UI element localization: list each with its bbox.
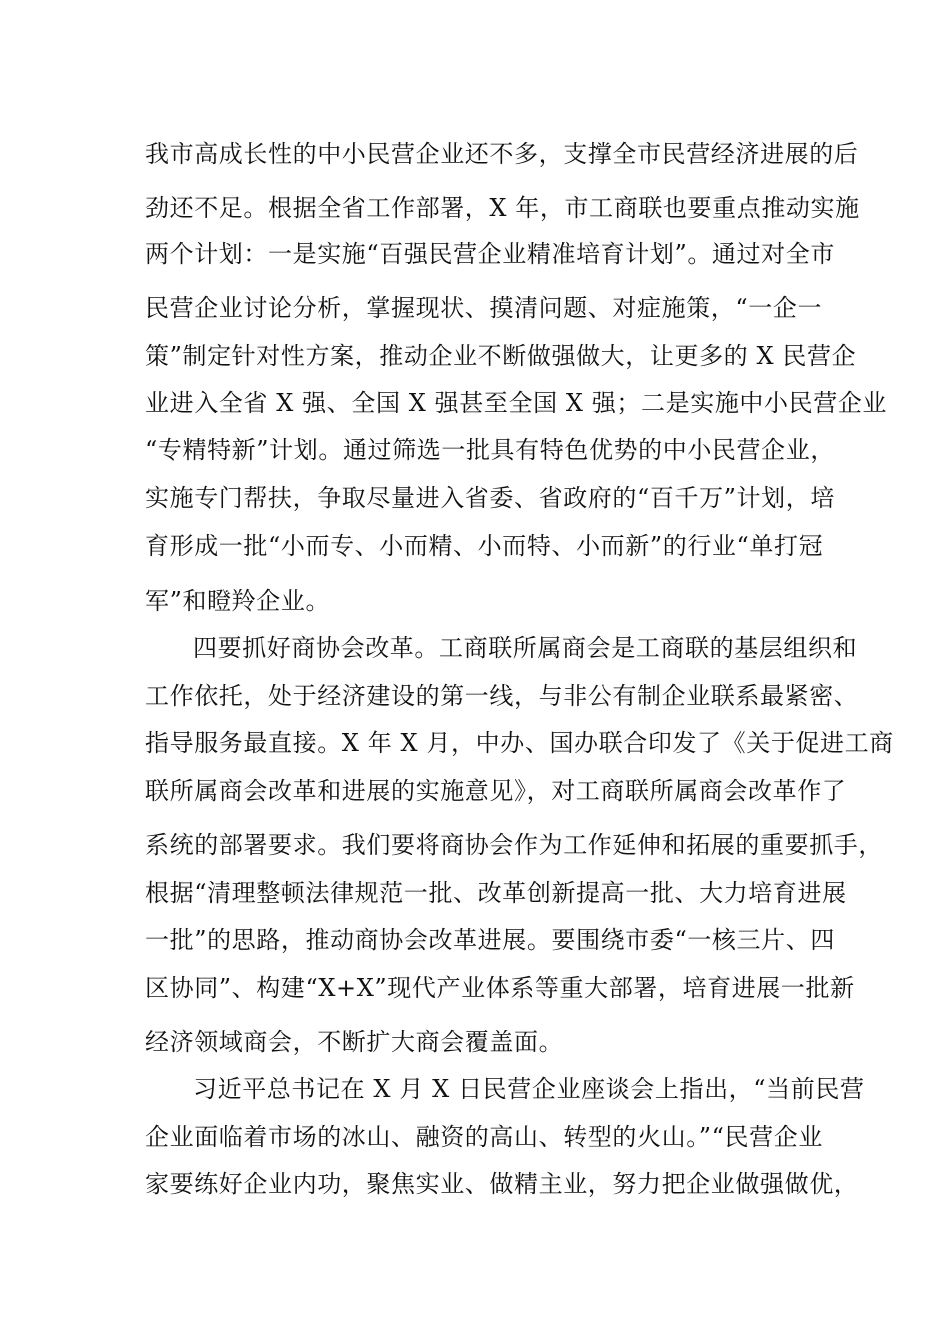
text-line: 两个计划：一是实施“百强民营企业精准培育计划”。通过对全市 [145, 240, 835, 268]
paragraph-first-line: 四要抓好商协会改革。工商联所属商会是工商联的基层组织和 [193, 634, 858, 662]
text-line: 实施专门帮扶，争取尽量进入省委、省政府的“百千万”计划，培 [145, 484, 835, 512]
paragraph-first-line: 习近平总书记在 X 月 X 日民营企业座谈会上指出，“当前民营 [193, 1075, 865, 1103]
text-line: 企业面临着市场的冰山、融资的高山、转型的火山。”“民营企业 [145, 1123, 823, 1151]
text-line: 军”和瞪羚企业。 [145, 587, 331, 615]
text-line: 育形成一批“小而专、小而精、小而特、小而新”的行业“单打冠 [145, 532, 824, 560]
text-line: 根据“清理整顿法律规范一批、改革创新提高一批、大力培育进展 [145, 879, 847, 907]
text-line: 一批”的思路，推动商协会改革进展。要围绕市委“一核三片、四 [145, 926, 835, 954]
text-line: 策”制定针对性方案，推动企业不断做强做大，让更多的 X 民营企 [145, 342, 857, 370]
text-line: 工作依托，处于经济建设的第一线，与非公有制企业联系最紧密、 [145, 682, 859, 710]
text-line: “专精特新”计划。通过筛选一批具有特色优势的中小民营企业， [145, 436, 835, 464]
text-line: 家要练好企业内功，聚焦实业、做精主业，努力把企业做强做优， [145, 1170, 859, 1198]
text-line: 业进入全省 X 强、全国 X 强甚至全国 X 强；二是实施中小民营企业 [145, 389, 888, 417]
text-line: 区协同”、构建“X+X”现代产业体系等重大部署，培育进展一批新 [145, 974, 855, 1002]
text-line: 系统的部署要求。我们要将商协会作为工作延伸和拓展的重要抓手， [145, 831, 883, 859]
text-line: 指导服务最直接。X 年 X 月，中办、国办联合印发了《关于促进工商 [145, 729, 894, 757]
text-line: 联所属商会改革和进展的实施意见》，对工商联所属商会改革作了 [145, 777, 847, 805]
text-line: 民营企业讨论分析，掌握现状、摸清问题、对症施策，“一企一 [145, 294, 823, 322]
text-line: 经济领域商会，不断扩大商会覆盖面。 [145, 1028, 564, 1056]
text-line: 我市高成长性的中小民营企业还不多，支撑全市民营经济进展的后 [145, 140, 859, 168]
text-line: 劲还不足。根据全省工作部署，X 年，市工商联也要重点推动实施 [145, 194, 860, 222]
